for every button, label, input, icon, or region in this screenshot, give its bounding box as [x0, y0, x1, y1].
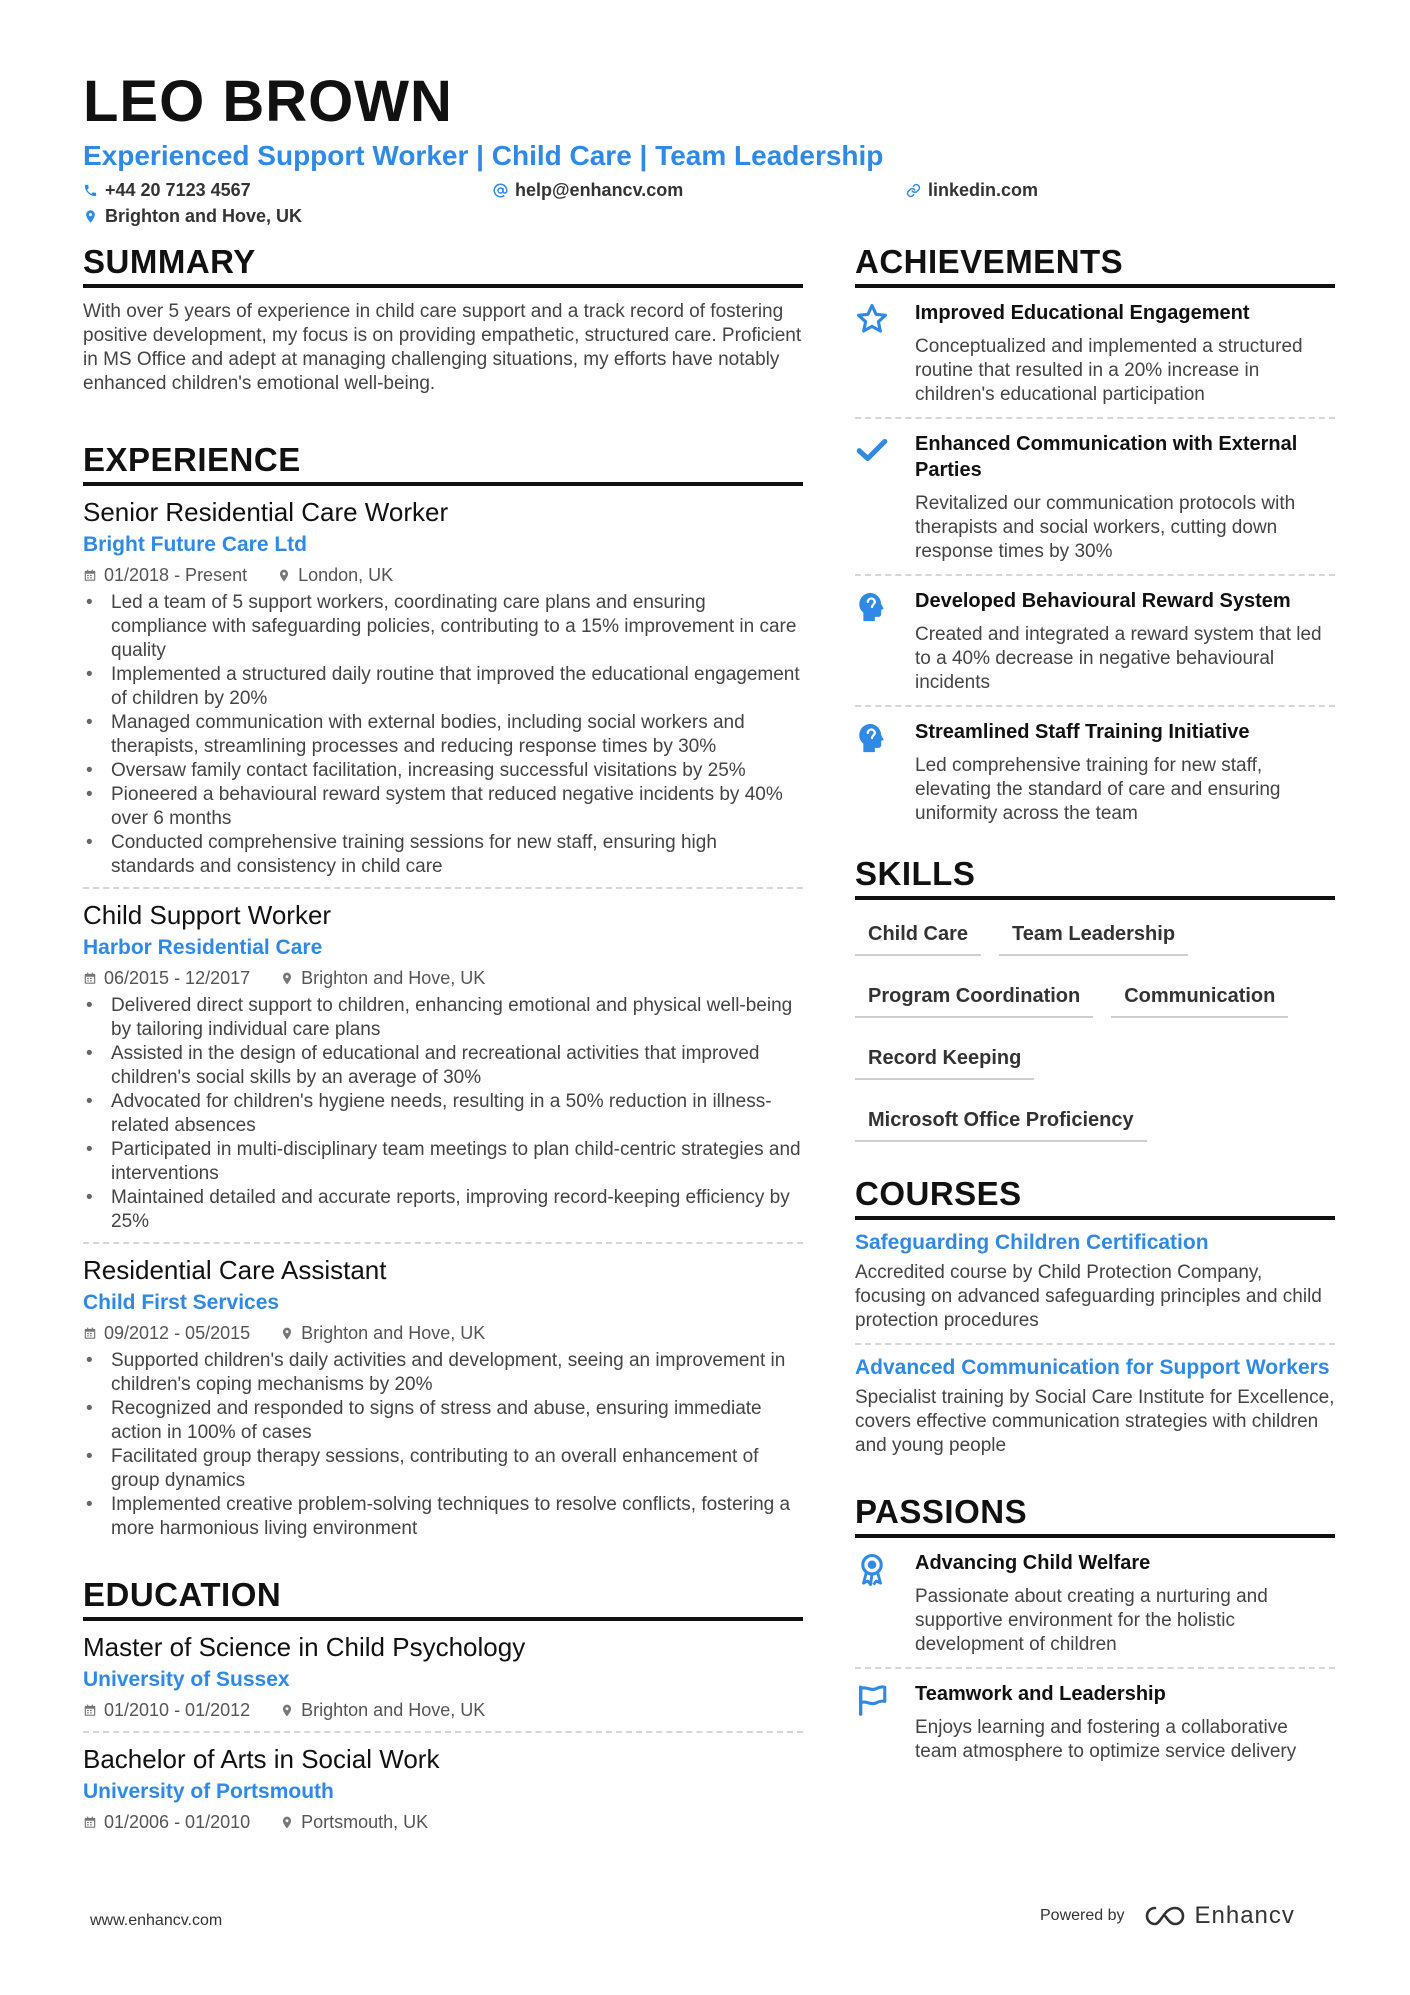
course-item: [855, 1220, 1335, 1345]
skills-list: [855, 908, 1335, 1156]
powered-by-label: Powered by: [1040, 1907, 1125, 1924]
item-description: Enjoys learning and fostering a collaborative team atmosphere to optimize service delivery: [915, 1717, 1297, 1762]
head-icon: [855, 721, 889, 755]
skill-tag: Program Coordination: [855, 976, 1093, 1018]
entry-meta: [83, 965, 803, 991]
entry-meta: [83, 562, 803, 588]
achievements-title: ACHIEVEMENTS: [855, 242, 1335, 288]
skills-title: SKILLS: [855, 854, 1335, 900]
calendar-icon: [83, 1815, 97, 1830]
phone-icon: [83, 183, 98, 198]
infinity-logo-icon: [1143, 1903, 1187, 1929]
date-range: [83, 1320, 250, 1346]
footer-website[interactable]: www.enhancv.com: [90, 1912, 223, 1929]
candidate-name: LEO BROWN: [83, 69, 453, 134]
skill-tag: Communication: [1111, 976, 1288, 1018]
entry-location: [280, 1320, 485, 1346]
summary-title: SUMMARY: [83, 242, 803, 288]
bullet-item: • Participated in multi-disciplinary team meetings to plan child-centric strategies and interventions: [83, 1138, 803, 1186]
left-column: [83, 242, 803, 1861]
item-description: Passionate about creating a nurturing and supportive environment for the holistic development of children: [915, 1586, 1268, 1655]
item-description: Led comprehensive training for new staff, elevating the standard of care and ensuring uniformity across the team: [915, 755, 1281, 824]
calendar-icon: [83, 971, 97, 986]
phone-text: +44 20 7123 4567: [105, 180, 251, 200]
location-text: Brighton and Hove, UK: [105, 206, 302, 226]
course-title[interactable]: Advanced Communication for Support Workers: [855, 1356, 1330, 1379]
job-title: Residential Care Assistant: [83, 1255, 387, 1285]
achievement-item: [855, 576, 1335, 707]
location-text: London, UK: [298, 565, 394, 585]
passion-item: [855, 1538, 1335, 1669]
experience-section: [83, 440, 803, 1549]
skill-tag: Team Leadership: [999, 914, 1188, 956]
location-pin-icon: [280, 1815, 294, 1830]
achievement-bullets: [83, 1349, 803, 1541]
courses-section: [855, 1174, 1335, 1468]
experience-entry: [83, 889, 803, 1244]
link-icon: [906, 183, 921, 198]
date-text: 09/2012 - 05/2015: [104, 1323, 251, 1343]
resume-header: [83, 68, 1333, 232]
education-section: [83, 1575, 803, 1843]
skill-tag: Child Care: [855, 914, 981, 956]
experience-list: [83, 486, 803, 1549]
job-title: Child Support Worker: [83, 900, 332, 930]
achievement-item: [855, 419, 1335, 576]
item-title: Enhanced Communication with External Parties: [915, 433, 1298, 481]
skills-section: [855, 854, 1335, 1156]
achievements-list: [855, 288, 1335, 836]
bullet-item: • Oversaw family contact facilitation, increasing successful visitations by 25%: [83, 759, 803, 783]
icon-wrap: [855, 719, 915, 826]
calendar-icon: [83, 1326, 97, 1341]
experience-entry: [83, 1244, 803, 1549]
item-title: Developed Behavioural Reward System: [915, 590, 1291, 612]
flag-icon: [855, 1683, 889, 1717]
item-body: [915, 588, 1335, 695]
contact-info: [83, 176, 1333, 232]
summary-text: With over 5 years of experience in child care support and a track record of fostering positive development, my focus is on providing empathetic, structured care. Proficient in MS Office and adept at managing challenging situations, my efforts have notably enhanced children's emotional well-being.: [83, 301, 802, 394]
date-text: 01/2010 - 01/2012: [104, 1700, 251, 1720]
achievement-bullets: [83, 591, 803, 879]
education-list: [83, 1621, 803, 1843]
star-icon: [855, 302, 889, 336]
location-text: Portsmouth, UK: [301, 1812, 429, 1832]
bullet-item: • Assisted in the design of educational and recreational activities that improved children's social skills by an average of 30%: [83, 1042, 803, 1090]
bullet-item: • Delivered direct support to children, enhancing emotional and physical well-being by tailoring individual care plans: [83, 994, 803, 1042]
company-name: Harbor Residential Care: [83, 936, 323, 959]
right-column: [855, 242, 1335, 1792]
date-text: 01/2018 - Present: [104, 565, 248, 585]
award-ribbon-icon: [855, 1552, 889, 1586]
entry-location: [280, 965, 485, 991]
bullet-item: • Implemented a structured daily routine that improved the educational engagement of children by 20%: [83, 663, 803, 711]
job-title: Senior Residential Care Worker: [83, 497, 449, 527]
company-name: Child First Services: [83, 1291, 280, 1314]
experience-title: EXPERIENCE: [83, 440, 803, 486]
bullet-item: • Supported children's daily activities and development, seeing an improvement in children's coping mechanisms by 20%: [83, 1349, 803, 1397]
item-title: Streamlined Staff Training Initiative: [915, 721, 1250, 743]
item-body: [915, 719, 1335, 826]
item-description: Created and integrated a reward system that led to a 40% decrease in negative behavioural incidents: [915, 624, 1322, 693]
date-range: [83, 1697, 250, 1723]
item-body: [915, 300, 1335, 407]
date-text: 01/2006 - 01/2010: [104, 1812, 251, 1832]
contact-email[interactable]: [493, 178, 683, 202]
icon-wrap: [855, 300, 915, 407]
education-entry: [83, 1621, 803, 1733]
item-title: Advancing Child Welfare: [915, 1552, 1151, 1574]
head-icon: [855, 590, 889, 624]
entry-meta: [83, 1809, 803, 1835]
date-range: [83, 1809, 250, 1835]
achievements-section: [855, 242, 1335, 836]
skill-tag: Microsoft Office Proficiency: [855, 1100, 1147, 1142]
item-title: Teamwork and Leadership: [915, 1683, 1166, 1705]
contact-location: [83, 204, 302, 228]
location-text: Brighton and Hove, UK: [301, 1700, 486, 1720]
summary-section: [83, 242, 803, 396]
bullet-item: • Facilitated group therapy sessions, contributing to an overall enhancement of group dynamics: [83, 1445, 803, 1493]
item-description: Conceptualized and implemented a structured routine that resulted in a 20% increase in children's educational participation: [915, 336, 1303, 405]
brand-logo[interactable]: [1143, 1902, 1295, 1930]
candidate-headline: Experienced Support Worker | Child Care | Team Leadership: [83, 140, 884, 171]
passions-title: PASSIONS: [855, 1492, 1335, 1538]
school-name: University of Sussex: [83, 1668, 290, 1691]
at-sign-icon: [493, 183, 508, 198]
item-body: [915, 431, 1335, 564]
passions-list: [855, 1538, 1335, 1774]
courses-title: COURSES: [855, 1174, 1335, 1220]
date-text: 06/2015 - 12/2017: [104, 968, 251, 988]
bullet-item: • Recognized and responded to signs of stress and abuse, ensuring immediate action in 100% of cases: [83, 1397, 803, 1445]
item-description: Revitalized our communication protocols with therapists and social workers, cutting down response times by 30%: [915, 493, 1296, 562]
company-name: Bright Future Care Ltd: [83, 533, 307, 556]
calendar-icon: [83, 1703, 97, 1718]
degree-title: Master of Science in Child Psychology: [83, 1632, 526, 1662]
item-body: [915, 1681, 1335, 1764]
linkedin-text: linkedin.com: [928, 180, 1039, 200]
skill-tag: Record Keeping: [855, 1038, 1034, 1080]
experience-entry: [83, 486, 803, 889]
achievement-item: [855, 707, 1335, 836]
education-title: EDUCATION: [83, 1575, 803, 1621]
course-description: Specialist training by Social Care Institute for Excellence, covers effective communication strategies with children and young people: [855, 1387, 1335, 1456]
entry-location: [277, 562, 393, 588]
bullet-item: • Implemented creative problem-solving techniques to resolve conflicts, fostering a more harmonious living environment: [83, 1493, 803, 1541]
location-pin-icon: [83, 209, 98, 224]
email-text: help@enhancv.com: [515, 180, 684, 200]
contact-linkedin[interactable]: [906, 178, 1038, 202]
courses-list: [855, 1220, 1335, 1468]
course-title[interactable]: Safeguarding Children Certification: [855, 1231, 1209, 1254]
course-item: [855, 1345, 1335, 1468]
education-entry: [83, 1733, 803, 1843]
location-text: Brighton and Hove, UK: [301, 968, 486, 988]
location-pin-icon: [277, 568, 291, 583]
entry-meta: [83, 1697, 803, 1723]
bullet-item: • Pioneered a behavioural reward system that reduced negative incidents by 40% over 6 months: [83, 783, 803, 831]
bullet-item: • Led a team of 5 support workers, coordinating care plans and ensuring compliance with safeguarding policies, contributing to a 15% improvement in care quality: [83, 591, 803, 663]
checkmark-icon: [855, 433, 889, 467]
icon-wrap: [855, 1550, 915, 1657]
passion-item: [855, 1669, 1335, 1774]
degree-title: Bachelor of Arts in Social Work: [83, 1744, 440, 1774]
date-range: [83, 965, 250, 991]
passions-section: [855, 1492, 1335, 1774]
date-range: [83, 562, 247, 588]
footer-branding: [1040, 1902, 1295, 1930]
location-pin-icon: [280, 1703, 294, 1718]
achievement-bullets: [83, 994, 803, 1234]
item-body: [915, 1550, 1335, 1657]
bullet-item: • Advocated for children's hygiene needs, resulting in a 50% reduction in illness-related absences: [83, 1090, 803, 1138]
location-text: Brighton and Hove, UK: [301, 1323, 486, 1343]
course-description: Accredited course by Child Protection Company, focusing on advanced safeguarding principles and child protection procedures: [855, 1262, 1322, 1331]
brand-name: Enhancv: [1194, 1902, 1295, 1929]
contact-phone[interactable]: [83, 178, 251, 202]
item-title: Improved Educational Engagement: [915, 302, 1250, 324]
school-name: University of Portsmouth: [83, 1780, 334, 1803]
entry-location: [280, 1697, 485, 1723]
entry-location: [280, 1809, 428, 1835]
bullet-item: • Conducted comprehensive training sessions for new staff, ensuring high standards and consistency in child care: [83, 831, 803, 879]
entry-meta: [83, 1320, 803, 1346]
achievement-item: [855, 288, 1335, 419]
bullet-item: • Managed communication with external bodies, including social workers and therapists, streamlining processes and reducing response times by 30%: [83, 711, 803, 759]
bullet-item: • Maintained detailed and accurate reports, improving record-keeping efficiency by 25%: [83, 1186, 803, 1234]
calendar-icon: [83, 568, 97, 583]
icon-wrap: [855, 588, 915, 695]
icon-wrap: [855, 1681, 915, 1764]
location-pin-icon: [280, 971, 294, 986]
location-pin-icon: [280, 1326, 294, 1341]
icon-wrap: [855, 431, 915, 564]
